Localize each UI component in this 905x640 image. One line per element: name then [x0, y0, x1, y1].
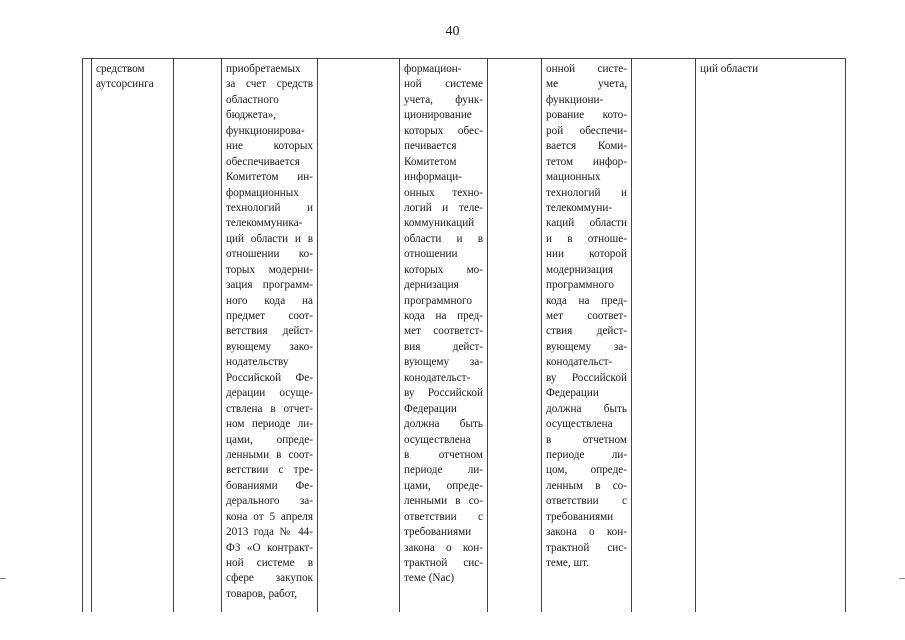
text-line: требованиями	[546, 510, 614, 523]
text-line: ной системе	[404, 78, 483, 91]
text-line: приобретаемых	[226, 63, 301, 75]
text-line: онных техно-	[404, 186, 483, 199]
text-line: Российской Фе-	[226, 371, 313, 384]
text-line: периоде ли-	[546, 448, 627, 461]
text-line: осуществлена	[546, 418, 613, 431]
text-line: области и в	[404, 232, 483, 245]
text-line: ние которых	[226, 140, 313, 153]
text-line: кона от 5 апреля	[226, 510, 313, 523]
text-line: конодательст-	[546, 356, 613, 369]
table-cell-3	[174, 59, 222, 613]
text-line: вующему зако-	[226, 340, 313, 353]
text-line: за счет средств	[226, 78, 313, 91]
text-line: теме (Nас)	[404, 572, 455, 585]
text-line: ветствии с тре-	[226, 464, 313, 477]
text-line: вается Коми-	[546, 140, 627, 153]
text-line: дернизация	[404, 279, 459, 292]
text-line: отношении ко-	[226, 248, 313, 261]
text-line: Комитетом ин-	[226, 171, 313, 184]
text-line: Федерации	[546, 387, 599, 400]
text-line: средством	[96, 63, 145, 75]
table-cell-10	[696, 59, 846, 613]
text-line: рой обеспечи-	[546, 124, 627, 137]
table-cell-2	[92, 59, 174, 613]
text-line: закона о кон-	[404, 541, 483, 554]
text-line: ву Российской	[546, 371, 627, 384]
text-line: должна быть	[404, 418, 483, 431]
text-line: вующему за-	[546, 340, 627, 353]
text-line: должна быть	[546, 402, 627, 415]
table-row	[83, 59, 846, 613]
text-line: отношении	[404, 248, 458, 261]
table-cell-5	[318, 59, 400, 613]
text-line: нии которой	[546, 248, 627, 261]
text-line: Комитетом	[404, 155, 457, 168]
text-line: ме учета,	[546, 78, 627, 91]
text-line: функциони-	[546, 93, 604, 106]
table-cell-9	[632, 59, 696, 613]
text-line: телекоммуника-	[226, 217, 303, 230]
text-line: 2013 года № 44-	[226, 526, 313, 539]
text-line: ФЗ «О контракт-	[226, 541, 313, 554]
text-line: ленным в со-	[546, 479, 627, 492]
text-line: технологий и	[226, 201, 313, 214]
text-line: вия дейст-	[404, 340, 483, 353]
text-line: тетом инфор-	[546, 155, 627, 168]
text-line: ной системе в	[226, 557, 313, 569]
text-line: дерации осуще-	[226, 387, 313, 400]
text-line: дерального за-	[226, 495, 313, 508]
text-line: которых мо-	[404, 263, 483, 276]
text-line: кода на пред-	[546, 294, 627, 307]
text-line: областного	[226, 93, 279, 106]
text-line: требованиями	[404, 526, 472, 539]
text-line: мационных	[546, 171, 601, 184]
text-line: ций области и в	[226, 232, 313, 245]
text-line: учета, функ-	[404, 93, 483, 106]
text-line: ствия дейст-	[546, 325, 627, 338]
text-line: бованиями Фе-	[226, 479, 313, 492]
text-line: вующему за-	[404, 356, 483, 369]
text-line: аутсорсинга	[96, 78, 154, 91]
text-line: в отчетном	[404, 448, 483, 461]
table-cell-4	[222, 59, 318, 613]
text-line: ву Российской	[404, 387, 483, 400]
text-line: нодательству	[226, 356, 289, 369]
text-line: осуществлена	[404, 433, 471, 446]
text-line: мет соответ-	[546, 310, 627, 322]
document-table	[82, 58, 846, 612]
text-line: ответствии с	[546, 495, 627, 508]
text-line: товаров, работ,	[226, 587, 298, 600]
table-cell-1	[83, 59, 92, 613]
text-line: формацион-	[404, 63, 462, 75]
text-line: функционирова-	[226, 124, 305, 137]
text-line: и в отноше-	[546, 232, 627, 245]
page-number: 40	[445, 24, 460, 39]
text-line: формационных	[226, 186, 299, 199]
text-line: коммуникаций	[404, 217, 475, 230]
table-cell-7	[488, 59, 542, 613]
text-line: телекоммуни-	[546, 201, 613, 214]
text-line: информаци-	[404, 171, 462, 184]
text-line: обеспечивается	[226, 155, 300, 168]
left-scan-mark	[0, 578, 6, 579]
text-line: трактной сис-	[546, 541, 627, 554]
table-cell-8	[542, 59, 632, 613]
text-line: в отчетном	[546, 433, 627, 446]
text-line: технологий и	[546, 186, 627, 199]
text-line: ленными в со-	[404, 495, 483, 508]
text-line: торых модерни-	[226, 263, 313, 276]
text-line: ций области	[700, 63, 759, 75]
text-line: периоде ли-	[404, 464, 483, 477]
text-line: логий и теле-	[404, 201, 483, 214]
text-line: программного	[546, 279, 614, 292]
text-line: ционирование	[404, 109, 472, 122]
text-line: ленными в соот-	[226, 448, 313, 461]
text-line: цами, опреде-	[404, 479, 483, 492]
text-line: ного кода на	[226, 294, 313, 307]
text-line: ветствия дейст-	[226, 325, 313, 338]
text-line: ствлена в отчет-	[226, 402, 313, 415]
text-line: ном периоде ли-	[226, 418, 313, 431]
text-line: конодательст-	[404, 371, 471, 384]
text-line: закона о кон-	[546, 526, 627, 539]
text-line: предмет соот-	[226, 310, 313, 322]
text-line: зация программ-	[226, 279, 313, 292]
text-line: мет соответст-	[404, 325, 483, 338]
text-line: цом, опреде-	[546, 464, 627, 477]
text-line: трактной сис-	[404, 557, 483, 569]
text-line: модернизация	[546, 263, 614, 276]
text-line: печивается	[404, 140, 457, 153]
text-line: программного	[404, 294, 472, 307]
text-line: которых обес-	[404, 124, 483, 137]
text-line: ответствии с	[404, 510, 483, 523]
right-scan-mark	[899, 578, 905, 579]
text-line: каций области	[546, 217, 627, 230]
text-line: онной систе-	[546, 63, 627, 75]
text-line: рование кото-	[546, 109, 627, 122]
text-line: Федерации	[404, 402, 457, 415]
text-line: сфере закупок	[226, 572, 313, 585]
text-line: бюджета»,	[226, 109, 277, 122]
text-line: цами, опреде-	[226, 433, 313, 446]
text-line: кода на пред-	[404, 310, 483, 322]
table-cell-6	[400, 59, 488, 613]
text-line: теме, шт.	[546, 557, 589, 569]
